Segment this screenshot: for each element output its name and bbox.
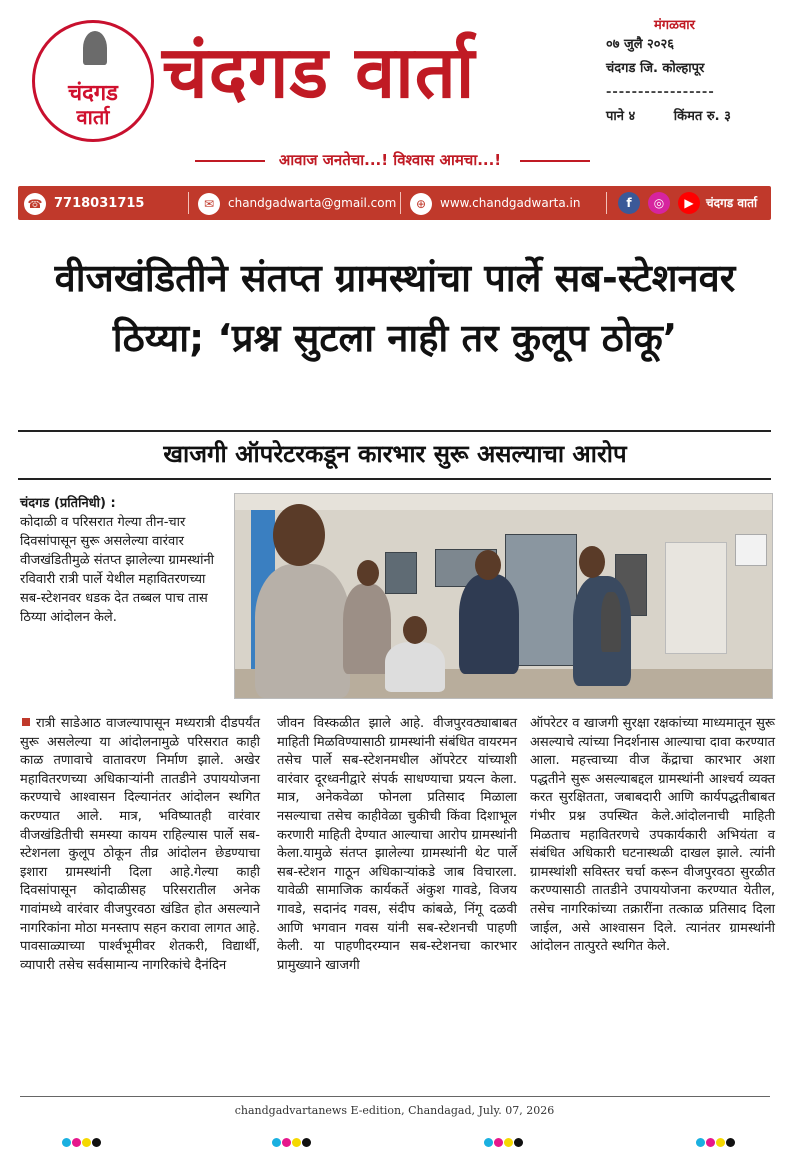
contact-separator [400,192,401,214]
tagline-right-line [520,160,590,162]
phone-number: 7718031715 [54,196,145,211]
article-headline: वीजखंडितीने संतप्त ग्रामस्थांचा पार्ले सब-स्टेशनवर ठिय्या; ‘प्रश्न सुटला नाही तर कुलूप ठोकू’ [54,256,736,360]
website-url: www.chandgadwarta.in [440,196,581,210]
globe-icon: ⊕ [410,193,432,215]
registration-marks [272,1132,312,1151]
registration-marks [62,1132,102,1151]
registration-marks [696,1132,736,1151]
page-price-row [606,105,780,129]
phone-contact[interactable] [24,186,144,220]
column-3-text: ऑपरेटर व खाजगी सुरक्षा रक्षकांच्या माध्यमातून सुरू असल्याचे त्यांच्या निदर्शनास आल्याचा दावा करण्यात आला. महत्त्वाच्या वीज केंद्राचा कारभार अशा पद्धतीने सुरू असल्याबद्दल ग्रामस्थांनी आश्चर्य व्यक्त करत सुरक्षितता, जबाबदारी आणि कार्यपद्धतीबाबत गंभीर प्रश्न उपस्थित केले.आंदोलनाची माहिती मिळताच महावितरणचे उपकार्यकारी अभियंता व संबंधित अधिकारी घटनास्थळी दाखल झाले. त्यांनी ग्रामस्थांशी सविस्तर चर्चा करून वीजपुरवठा सुरळीत करण्यासाठी तातडीने उपाययोजना करण्यात येतील, तसेच नागरिकांच्या तक्रारींना तत्काळ प्रतिसाद दिला जाईल, असे आश्वासन दिले. त्यानंतर ग्रामस्थांनी आंदोलन तात्पुरते स्थगित केले. [530,716,775,955]
social-handle: चंदगड वार्ता [706,196,758,210]
logo-text-line2: वार्ता [76,105,110,129]
article-column-2 [277,715,517,975]
issue-place: चंदगड जि. कोल्हापूर [606,61,705,76]
email-icon: ✉ [198,193,220,215]
article-subheadline: खाजगी ऑपरेटरकडून कारभार सुरू असल्याचा आरोप [163,440,627,468]
article-photo [234,493,773,699]
email-address: chandgadwarta@gmail.com [228,196,397,210]
column-2-text: जीवन विस्कळीत झाले आहे. वीजपुरवठ्याबाबत माहिती मिळविण्यासाठी ग्रामस्थांनी संबंधित वायरमन तसेच पार्ले सब-स्टेशनमधील ऑपरेटर यांच्याशी वारंवार दूरध्वनीद्वारे संपर्क साधण्याचा प्रयत्न केला. मात्र, अनेकवेळा फोनला प्रतिसाद मिळाला नसल्याचा तसेच काहीवेळा चुकीची किंवा दिशाभूल करणारी माहिती देण्यात आल्याचा आरोप ग्रामस्थांनी केला.यामुळे संतप्त झालेल्या ग्रामस्थांनी थेट पार्ले सब-स्टेशन गाठून अधिकाऱ्यांकडे जाब विचारला. यावेळी सामाजिक कार्यकर्ते अंकुश गावडे, विजय गावडे, सदानंद गवस, संदीप कांबळे, निंगू दळवी आणि भगवान गवस यांनी सब-स्टेशनची पाहणी केली. या पाहणीदरम्यान सब-स्टेशनचा कारभार प्रामुख्याने खाजगी [277,716,517,973]
logo [32,20,154,142]
phone-icon: ☎ [24,193,46,215]
footer-rule [20,1096,770,1097]
instagram-icon[interactable]: ◎ [648,192,670,214]
column-1-text: रात्री साडेआठ वाजल्यापासून मध्यरात्री दीडपर्यंत सुरू असलेल्या या आंदोलनामुळे परिसरात काही काळ तणावाचे वातावरण निर्माण झाले. अखेर महावितरणच्या अधिकाऱ्यांनी तातडीने उपाययोजना करण्याचे आश्वासन दिल्यानंतर आंदोलन स्थगित करण्यात आले. मात्र, भविष्यातही वारंवार वीजखंडितीची समस्या कायम राहिल्यास पार्ले सब-स्टेशनला कुलूप ठोकून तीव्र आंदोलन छेडण्याचा इशारा ग्रामस्थांनी दिला आहे.गेल्या काही दिवसांपासून कोदाळीसह परिसरातील अनेक गावांमध्ये वारंवार वीजपुरवठा खंडित होत असल्याने नागरिकांना मोठा मनस्ताप सहन करावा लागत आहे. पावसाळ्याच्या पार्श्वभूमीवर शेतकरी, विद्यार्थी, व्यापारी तसेच सर्वसामान्य नागरिकांचे दैनंदिन [20,716,260,973]
tagline: आवाज जनतेचा...! विश्वास आमचा...! [278,151,502,169]
date-divider: ----------------- [606,85,715,100]
dateline: चंदगड (प्रतिनिधी) : [20,496,116,511]
contact-separator [188,192,189,214]
headline-rule-top [18,430,771,432]
weekday: मंगळवार [654,18,695,33]
contact-separator [606,192,607,214]
logo-text-line1: चंदगड [68,81,118,106]
youtube-icon[interactable]: ▶ [678,192,700,214]
headline-rule-bottom [18,478,771,480]
issue-date: ०७ जुलै २०२६ [606,37,675,52]
website-contact[interactable] [410,186,580,220]
paragraph-bullet-icon [22,718,30,726]
article-column-1 [20,715,260,975]
price: किंमत रु. ३ [673,109,731,124]
page-count: पाने ४ [606,109,636,124]
contact-bar [18,186,771,220]
email-contact[interactable] [198,186,396,220]
date-block [590,15,780,129]
article-column-3 [530,715,775,957]
edition-footer: chandgadvartanews E-edition, Chandagad, July. 07, 2026 [234,1104,555,1117]
pen-nib-icon [83,31,107,65]
facebook-icon[interactable]: f [618,192,640,214]
article-intro [20,494,225,627]
intro-text: कोदाळी व परिसरात गेल्या तीन-चार दिवसांपासून सुरू असलेल्या वारंवार वीजखंडितीमुळे संतप्त झालेल्या ग्रामस्थांनी रविवारी रात्री पार्ले येथील महावितरणच्या सब-स्टेशनवर धडक देत तब्बल पाच तास ठिय्या आंदोलन केले. [20,515,215,625]
registration-marks [484,1132,524,1151]
newspaper-title: चंदगड वार्ता [162,30,476,114]
